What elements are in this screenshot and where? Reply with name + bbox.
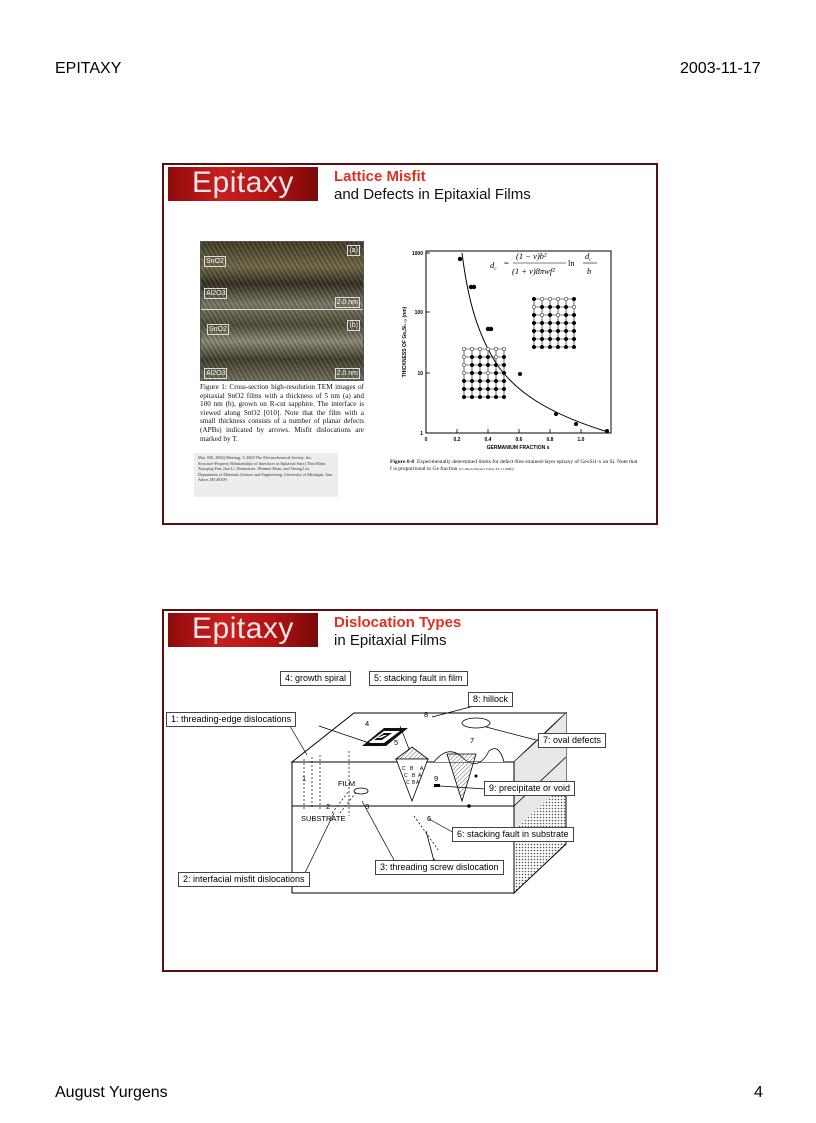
label-oval-defects: 7: oval defects (538, 733, 606, 748)
tem-label: Al2O3 (206, 290, 226, 297)
lattice-atom (462, 347, 466, 351)
lattice-atom (470, 395, 474, 399)
lattice-atom (478, 379, 482, 383)
lattice-atom (502, 371, 506, 375)
lattice-atom (486, 387, 490, 391)
slide-lattice-misfit (162, 163, 658, 525)
stack-letter: B (412, 773, 416, 779)
formula-ln: ln (568, 258, 575, 268)
lattice-atom (564, 305, 568, 309)
lattice-atom (548, 337, 552, 341)
banner-title: Epitaxy (192, 166, 294, 199)
tem-divider (201, 309, 363, 310)
tem-label: Al2O3 (206, 370, 226, 377)
dislocation-diagram (164, 651, 656, 961)
lattice-atom (462, 355, 466, 359)
ref-line: Mat. 030, 2004) Meeting, © 2003 The Electrochemical Society, Inc. (198, 455, 313, 460)
lattice-atom (532, 329, 536, 333)
lattice-atom (556, 321, 560, 325)
x-tick: 0.2 (453, 437, 461, 443)
svg-text:7: 7 (470, 736, 475, 745)
slide-subtitle: in Epitaxial Films (334, 632, 447, 649)
lattice-atom (462, 371, 466, 375)
lattice-atom (548, 329, 552, 333)
header-right: 2003-11-17 (680, 60, 761, 77)
lattice-atom (572, 305, 576, 309)
y-tick: 1000 (411, 251, 423, 257)
lattice-atom (572, 313, 576, 317)
y-tick: 100 (414, 310, 423, 316)
footer-author: August Yurgens (55, 1084, 168, 1101)
lattice-atom (478, 387, 482, 391)
stack-letter: A (416, 780, 420, 786)
lattice-atom (540, 345, 544, 349)
tem-reference (194, 453, 338, 497)
lattice-atom (478, 355, 482, 359)
ref-line: Department of Materials Science and Engineering, University of Michigan, Ann Arbor, MI 48109 (198, 471, 333, 483)
lattice-atom (540, 313, 544, 317)
lattice-atom (572, 297, 576, 301)
stack-letter: A (420, 766, 424, 772)
lattice-atom (470, 347, 474, 351)
tem-label: (b) (349, 322, 358, 329)
lattice-atom (540, 321, 544, 325)
lattice-atom (486, 379, 490, 383)
formula-frac-den: b (587, 266, 592, 276)
critical-thickness-curve (462, 253, 608, 432)
lattice-atom (532, 345, 536, 349)
stack-letter: A (418, 773, 422, 779)
y-tick: 1 (420, 431, 423, 437)
lattice-atom (478, 347, 482, 351)
tem-label: SnO2 (206, 258, 224, 265)
formula-lhs: $d_c$ (490, 260, 497, 272)
svg-text:6: 6 (427, 814, 432, 823)
lattice-atom (564, 297, 568, 301)
svg-text:=: = (504, 258, 509, 268)
lattice-atom (486, 363, 490, 367)
lattice-atom (502, 379, 506, 383)
lattice-atom (502, 347, 506, 351)
svg-text:8: 8 (424, 710, 429, 719)
plot-frame (426, 251, 611, 433)
stack-letter: C (406, 780, 410, 786)
lattice-atom (494, 355, 498, 359)
lattice-atom (494, 347, 498, 351)
lattice-atom (540, 305, 544, 309)
lattice-atom (532, 321, 536, 325)
lattice-atom (486, 347, 490, 351)
relaxed-lattice-inset (462, 347, 506, 399)
lattice-atom (470, 355, 474, 359)
lattice-atom (478, 371, 482, 375)
lattice-atom (478, 363, 482, 367)
lattice-atom (532, 305, 536, 309)
lattice-atom (532, 297, 536, 301)
formula-denominator: (1 + v)8πwf² (512, 266, 555, 276)
y-tick: 10 (417, 371, 423, 377)
formula-frac-num: $d_c$ (585, 251, 592, 263)
lattice-atom (548, 305, 552, 309)
oval-defect (462, 718, 490, 728)
tem-label: (a) (349, 247, 358, 254)
slide-title: Dislocation Types (334, 614, 462, 631)
slide-subtitle: and Defects in Epitaxial Films (334, 186, 531, 203)
lattice-atom (462, 387, 466, 391)
y-axis-label: THICKNESS OF GeₓSi₁₋ₓ (nm) (402, 306, 408, 378)
lattice-atom (556, 305, 560, 309)
lattice-atom (548, 313, 552, 317)
x-tick: 0.4 (484, 437, 492, 443)
lattice-atom (540, 297, 544, 301)
stack-letter: C (402, 766, 406, 772)
lattice-atom (462, 363, 466, 367)
lattice-atom (532, 337, 536, 341)
lattice-atom (564, 313, 568, 317)
lattice-atom (572, 329, 576, 333)
lattice-atom (494, 363, 498, 367)
film-label: FILM (338, 779, 356, 788)
lattice-atom (470, 387, 474, 391)
lattice-atom (462, 395, 466, 399)
lattice-atom (502, 387, 506, 391)
stack-letter: B (412, 780, 416, 786)
lattice-atom (494, 387, 498, 391)
x-axis-label: GERMANIUM FRACTION x (486, 445, 550, 451)
x-tick: 1.0 (577, 437, 585, 443)
lattice-atom (572, 321, 576, 325)
lattice-atom (556, 297, 560, 301)
svg-text:2: 2 (326, 802, 331, 811)
tem-image (200, 241, 364, 381)
x-tick: 0 (424, 437, 428, 443)
lattice-atom (556, 337, 560, 341)
ref-line: Structure-Property Relationships of Interfaces in Epitaxial Sn(x) Thin Films (198, 460, 326, 466)
lattice-atom (502, 395, 506, 399)
lattice-atom (462, 379, 466, 383)
data-points (458, 257, 609, 433)
label-threading-screw: 3: threading screw dislocation (375, 860, 504, 875)
ref-line: Xiaoqing Pan, Jian Li, Dormstreet, Wenmei Khan, and Yining Liu (198, 466, 309, 472)
x-tick: 0.6 (515, 437, 523, 443)
lattice-atom (470, 363, 474, 367)
lattice-atom (548, 345, 552, 349)
lattice-atom (564, 337, 568, 341)
lattice-atom (532, 313, 536, 317)
lattice-atom (540, 329, 544, 333)
stack-letter: B (410, 766, 414, 772)
tem-scale: 2.0 nm (336, 370, 358, 377)
lattice-atom (502, 355, 506, 359)
slide-dislocation-types (162, 609, 658, 972)
lattice-atom (548, 321, 552, 325)
precipitate-ellipse (354, 788, 368, 794)
substrate-label: SUBSTRATE (301, 814, 346, 823)
lattice-atom (564, 321, 568, 325)
label-hillock: 8: hillock (468, 692, 513, 707)
banner-title: Epitaxy (192, 612, 294, 645)
slide-banner (168, 167, 318, 201)
strained-lattice-inset (532, 297, 576, 349)
svg-text:1: 1 (302, 774, 307, 783)
lattice-atom (540, 337, 544, 341)
lattice-atom (502, 363, 506, 367)
lattice-atom (494, 371, 498, 375)
label-growth-spiral: 4: growth spiral (280, 671, 351, 686)
graph-caption: Figure 8-8 Experimentally determined limits for defect-free strained-layer epitaxy of GexSi1-x on Si. Note that f is proportional to Ge fraction (J.C.Bean, Physics Today 39, 5 (1986)) (390, 459, 638, 472)
lattice-atom (486, 355, 490, 359)
tem-label: SnO2 (209, 326, 227, 333)
label-stacking-fault-film: 5: stacking fault in film (369, 671, 468, 686)
tem-caption: Figure 1: Cross-section high-resolution TEM images of epitaxial SnO2 films with a thickness of 5 nm (a) and 100 nm (b), grown on R-cut sapphire. The interface is viewed along SnO2 [010]. Note that the film with a small thickness consists of a number of planar defects (APBs) indicated by arrows. Misfit dislocations are marked by T. (200, 383, 364, 443)
x-tick: 0.8 (546, 437, 554, 443)
lattice-atom (572, 345, 576, 349)
page-number: 4 (754, 1084, 763, 1101)
header-left: EPITAXY (55, 60, 122, 77)
svg-text:9: 9 (434, 774, 439, 783)
lattice-atom (572, 337, 576, 341)
lattice-atom (470, 379, 474, 383)
stack-letter: C (404, 773, 408, 779)
lattice-atom (556, 329, 560, 333)
label-interfacial-misfit: 2: interfacial misfit dislocations (178, 872, 310, 887)
lattice-atom (494, 395, 498, 399)
svg-text:4: 4 (365, 719, 370, 728)
critical-thickness-graph (386, 241, 636, 471)
lattice-atom (494, 379, 498, 383)
slide-title: Lattice Misfit (334, 168, 426, 185)
svg-text:5: 5 (394, 738, 399, 747)
svg-text:3: 3 (365, 802, 370, 811)
precipitate-marker (434, 784, 440, 787)
label-threading-edge: 1: threading-edge dislocations (166, 712, 296, 727)
lattice-atom (556, 345, 560, 349)
tem-scale: 2.0 nm (336, 299, 358, 306)
lattice-atom (564, 329, 568, 333)
lattice-atom (564, 345, 568, 349)
slide-banner (168, 613, 318, 647)
lattice-atom (556, 313, 560, 317)
label-stacking-fault-substrate: 6: stacking fault in substrate (452, 827, 574, 842)
lattice-atom (486, 371, 490, 375)
lattice-atom (478, 395, 482, 399)
lattice-atom (548, 297, 552, 301)
lattice-atom (486, 395, 490, 399)
label-precipitate: 9: precipitate or void (484, 781, 575, 796)
formula-numerator: (1 − v)b² (516, 251, 547, 261)
lattice-atom (470, 371, 474, 375)
